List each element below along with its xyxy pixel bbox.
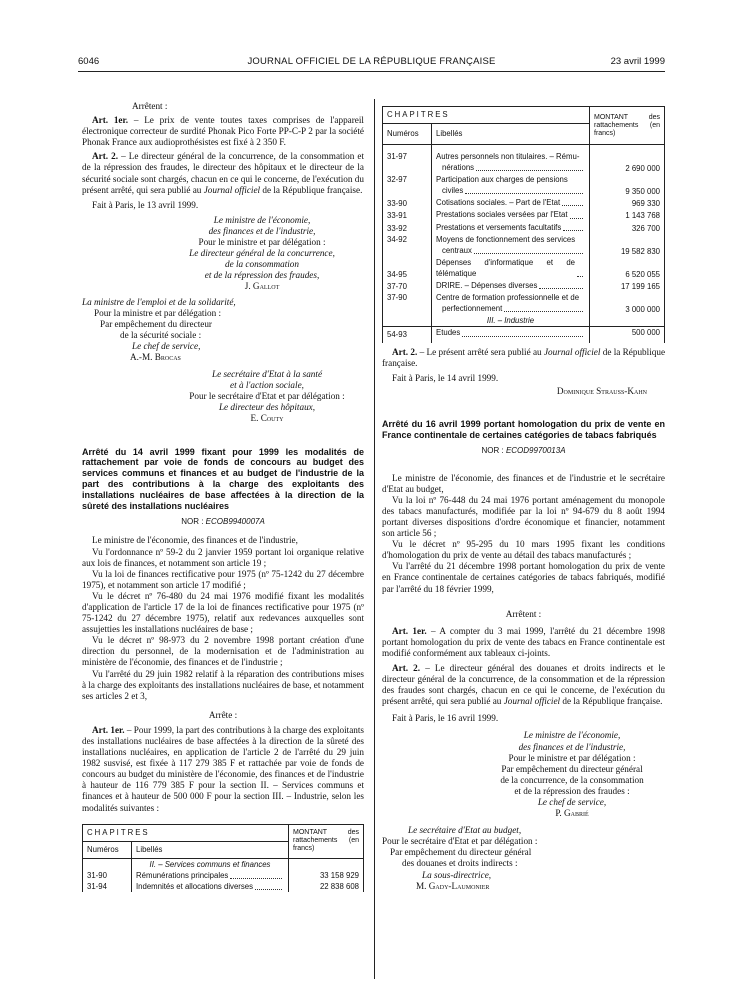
- decree-title-2: Arrêté du 14 avril 1999 fixant pour 1999 les modalités de rattachement par voie de fonds de concours au budget des services communs et finances et au budget de l'industrie de la part des contributions à la charge des exploitants des installations nucléaires de base affectées à la direction de la sûreté des installations nucléaires: [82, 446, 364, 511]
- visas: Le ministre de l'économie, des finances et de l'industrie, Vu l'ordonnance nº 59-2 du 2 janvier 1959 portant loi organique relative aux lois de finances, et notamment son article 19 ; Vu la loi de finances rectificative pour 1975 (nº 75-1242 du 27 décembre 1975), et notamment son article 17 modifié ; Vu le décret nº 76-480 du 24 mai 1976 modifié fixant les modalités d'application de l'article 17 de la loi de finances rectificative pour 1975 (nº 75-1242 du 27 décembre 1975), relatif aux redevances auxquelles sont assujetties les installations nucléaires de base ; Vu le décret nº 98-973 du 2 novembre 1998 portant création d'une direction du personnel, de la modernisation et de l'administration au ministère de l'économie, des finances et de l'industrie ; Vu l'arrêté du 29 juin 1982 relatif à la réparation des contributions mises à la charge des exploitants des installations nucléaires de base, et notamment ses articles 2 et 3,: [82, 535, 364, 701]
- table-section: III. – Industrie: [432, 315, 590, 327]
- signatory-name: P. Gabrié: [555, 808, 589, 819]
- signature-block-2: La ministre de l'emploi et de la solidarité, Pour la ministre et par délégation : Par empêchement du directeur de la sécurité sociale : Le chef de service, A.-M. Brocas: [82, 297, 364, 364]
- signature-block-3: Le secrétaire d'Etat à la santé et à l'action sociale, Pour le secrétaire d'Etat et par délégation : Le directeur des hôpitaux, E. Couty: [82, 369, 362, 424]
- page-number: 6046: [78, 56, 100, 67]
- decree-title-3: Arrêté du 16 avril 1999 portant homologation du prix de vente en France continentale de certaines catégories de tabacs fabriqués: [382, 418, 665, 440]
- table-header-montant: MONTANT des rattachements (en francs): [289, 824, 364, 858]
- signatory-name: J. Gallot: [244, 281, 280, 292]
- article-1-fonds: Art. 1er. – Pour 1999, la part des contributions à la charge des exploitants des installations nucléaires de base affectées à la direction de la sûreté des installations nucléaires, en application de l'article 2 de l'arrêté du 29 juin 1982 susvisé, est fixée à 117 279 385 F et rattachée par voie de fonds de concours au budget du ministère de l'économie, des finances et de l'industrie à hauteur de 116 779 385 F pour la section II. – Services communs et finances et à hauteur de 500 000 F pour la section III. – Industrie, selon les modalités suivantes :: [82, 724, 364, 813]
- signatory-name: E. Couty: [250, 413, 284, 424]
- column-separator: [374, 99, 375, 979]
- arrete-heading: Arrête :: [208, 709, 238, 720]
- signature-block-1: Le ministre de l'économie, des finances et de l'industrie, Pour le ministre et par délégation : Le directeur général de la concurrence, de la consommation et de la répression des fraudes, J. Gallot: [82, 215, 357, 293]
- fait-a-paris: Fait à Paris, le 14 avril 1999.: [392, 372, 499, 383]
- table-row: 31-94 Indemnités et allocations diverses 22 838 608: [83, 881, 364, 892]
- table-section: II. – Services communs et finances: [132, 858, 289, 870]
- table-header-chapitres: CHAPITRES: [83, 824, 289, 841]
- signature-block-5: Le secrétaire d'Etat au budget, Pour le secrétaire d'Etat et par délégation : Par empêchement du directeur général des douanes et droits indirects : La sous-directrice, M. Gady-Laumonier: [382, 825, 665, 892]
- table-row: 34-92 Moyens de fonctionnement des services centraux 19 582 830: [383, 234, 665, 257]
- arretent-heading: Arrêtent :: [505, 608, 542, 619]
- allocation-table-right: [382, 106, 665, 343]
- journal-title: JOURNAL OFFICIEL DE LA RÉPUBLIQUE FRANÇAISE: [247, 56, 496, 67]
- visas: Le ministre de l'économie, des finances et de l'industrie et le secrétaire d'Etat au budget, Vu la loi nº 76-448 du 24 mai 1976 portant aménagement du monopole des tabacs manufacturés, modifiée par la loi nº 94-679 du 8 août 1994 portant diverses dispositions d'ordre économique et financier, notamment son article 56 ; Vu le décret nº 95-295 du 10 mars 1995 fixant les conditions d'homologation du prix de vente au détail des tabacs manufacturés ; Vu l'arrêté du 21 décembre 1998 portant homologation du prix de vente en France continentale de certaines catégories de tabacs fabriqués, modifié par l'arrêté du 18 février 1999,: [382, 472, 665, 594]
- article-2: Art. 2. – Le directeur général de la concurrence, de la consommation et de la répression des fraudes, le directeur des hôpitaux et le directeur de la sécurité sociale sont chargés, chacun en ce qui le concerne, de l'exécution du présent arrêté, qui sera publié au Journal officiel de la République française.: [82, 151, 364, 195]
- table-header-libelles: Libellés: [132, 841, 289, 858]
- nor-reference: NOR : ECOD9970013A: [481, 446, 566, 456]
- table-header-numeros: Numéros: [383, 124, 432, 145]
- allocation-table-left: [82, 824, 364, 892]
- article-2-execution: Art. 2. – Le directeur général des douanes et droits indirects et le directeur général de la concurrence, de la consommation et de la répression des fraudes sont chargés, chacun en ce qui le concerne, de l'exécution du présent arrêté, qui sera publié au Journal officiel de la République française.: [382, 662, 665, 707]
- table-row: 32-97 Participation aux charges de pensions civiles 9 350 000: [383, 174, 665, 197]
- table-row: 33-91 Prestations sociales versées par l'Etat 1 143 768: [383, 209, 665, 221]
- signatory-name: Dominique Strauss-Kahn: [556, 385, 647, 396]
- nor-reference: NOR : ECOB9940007A: [181, 517, 265, 527]
- page-header: [78, 56, 665, 68]
- table-row: 31-90 Rémunérations principales 33 158 929: [83, 870, 364, 881]
- header-rule: [78, 71, 665, 72]
- right-column: [382, 106, 665, 892]
- issue-date: 23 avril 1999: [610, 56, 665, 67]
- table-row: 34-95 Dépenses d'informatique et de télématique 6 520 055: [383, 257, 665, 280]
- signatory-name: M. Gady-Laumonier: [416, 880, 490, 891]
- table-row: 33-90 Cotisations sociales. – Part de l'Etat 969 330: [383, 197, 665, 209]
- table-row: 37-70 DRIRE. – Dépenses diverses 17 199 165: [383, 280, 665, 292]
- table-row: 31-97 Autres personnels non titulaires. – Rému- nérations 2 690 000: [383, 145, 665, 175]
- article-1: Art. 1er. – Le prix de vente toutes taxes comprises de l'appareil électronique correcteur de surdité Phonak Pico Forte PP-C-P 2 par la société Phonak France aux audioprothésistes est fixé à 2 350 F.: [82, 115, 364, 148]
- fait-a-paris: Fait à Paris, le 13 avril 1999.: [92, 199, 199, 210]
- arretent-heading: Arrêtent :: [132, 101, 168, 111]
- table-header-montant: MONTANT des rattachements (en francs): [590, 107, 665, 145]
- table-row: 54-93 Etudes 500 000: [383, 327, 665, 343]
- left-column: [82, 101, 364, 892]
- table-row: 37-90 Centre de formation professionnelle et de perfectionnement 3 000 000: [383, 292, 665, 315]
- article-1-tabacs: Art. 1er. – A compter du 3 mai 1999, l'arrêté du 21 décembre 1998 portant homologation du prix de vente des tabacs en France continentale est modifié conformément aux tableaux ci-joints.: [382, 625, 665, 658]
- signatory-name: A.-M. Brocas: [130, 351, 181, 362]
- table-header-chapitres: CHAPITRES: [383, 107, 590, 124]
- table-row: 33-92 Prestations et versements facultatifs 326 700: [383, 222, 665, 234]
- fait-a-paris: Fait à Paris, le 16 avril 1999.: [392, 713, 499, 724]
- article-2-publication: Art. 2. – Le présent arrêté sera publié au Journal officiel de la République française.: [382, 346, 666, 368]
- table-header-libelles: Libellés: [432, 124, 590, 145]
- table-header-numeros: Numéros: [83, 841, 132, 858]
- signature-block-4: Le ministre de l'économie, des finances et de l'industrie, Pour le ministre et par délégation : Par empêchement du directeur général de la concurrence, de la consommation et de la répression des fraudes : Le chef de service, P. Gabrié: [382, 730, 662, 819]
